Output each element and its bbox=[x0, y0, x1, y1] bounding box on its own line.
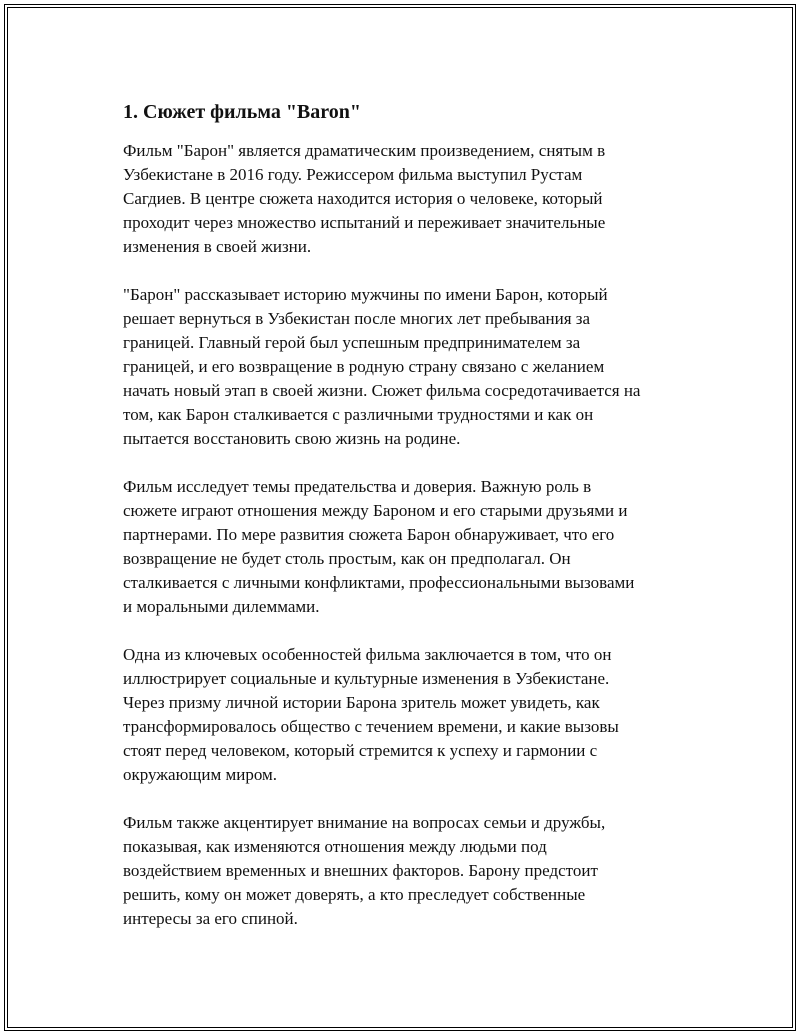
page-frame bbox=[4, 4, 796, 1031]
section-heading: 1. Сюжет фильма "Baron" bbox=[123, 101, 361, 123]
paragraph-2: "Барон" рассказывает историю мужчины по имени Барон, который решает вернуться в Узбекистан после многих лет пребывания за границей. Главный герой был успешным предпринимателем за границей, и его возвращение в родную страну связано с желанием начать новый этап в своей жизни. Сюжет фильма сосредотачивается на том, как Барон сталкивается с различными трудностями и как он пытается восстановить свою жизнь на родине. bbox=[123, 285, 641, 448]
paragraph-4: Одна из ключевых особенностей фильма заключается в том, что он иллюстрирует социальные и культурные изменения в Узбекистане. Через призму личной истории Барона зритель может увидеть, как трансформировалось общество с течением времени, и какие вызовы стоят перед человеком, который стремится к успеху и гармонии с окружающим миром. bbox=[123, 645, 619, 784]
paragraph-1: Фильм "Барон" является драматическим произведением, снятым в Узбекистане в 2016 году. Режиссером фильма выступил Рустам Сагдиев. В центре сюжета находится история о человеке, который проходит через множество испытаний и переживает значительные изменения в своей жизни. bbox=[123, 141, 606, 256]
paragraph-3: Фильм исследует темы предательства и доверия. Важную роль в сюжете играют отношения между Бароном и его старыми друзьями и партнерами. По мере развития сюжета Барон обнаруживает, что его возвращение не будет столь простым, как он предполагал. Он сталкивается с личными конфликтами, профессиональными вызовами и моральными дилеммами. bbox=[123, 477, 635, 616]
document-body bbox=[123, 99, 703, 955]
paragraph-5: Фильм также акцентирует внимание на вопросах семьи и дружбы, показывая, как изменяются отношения между людьми под воздействием временных и внешних факторов. Барону предстоит решить, кому он может доверять, а кто преследует собственные интересы за его спиной. bbox=[123, 813, 606, 928]
